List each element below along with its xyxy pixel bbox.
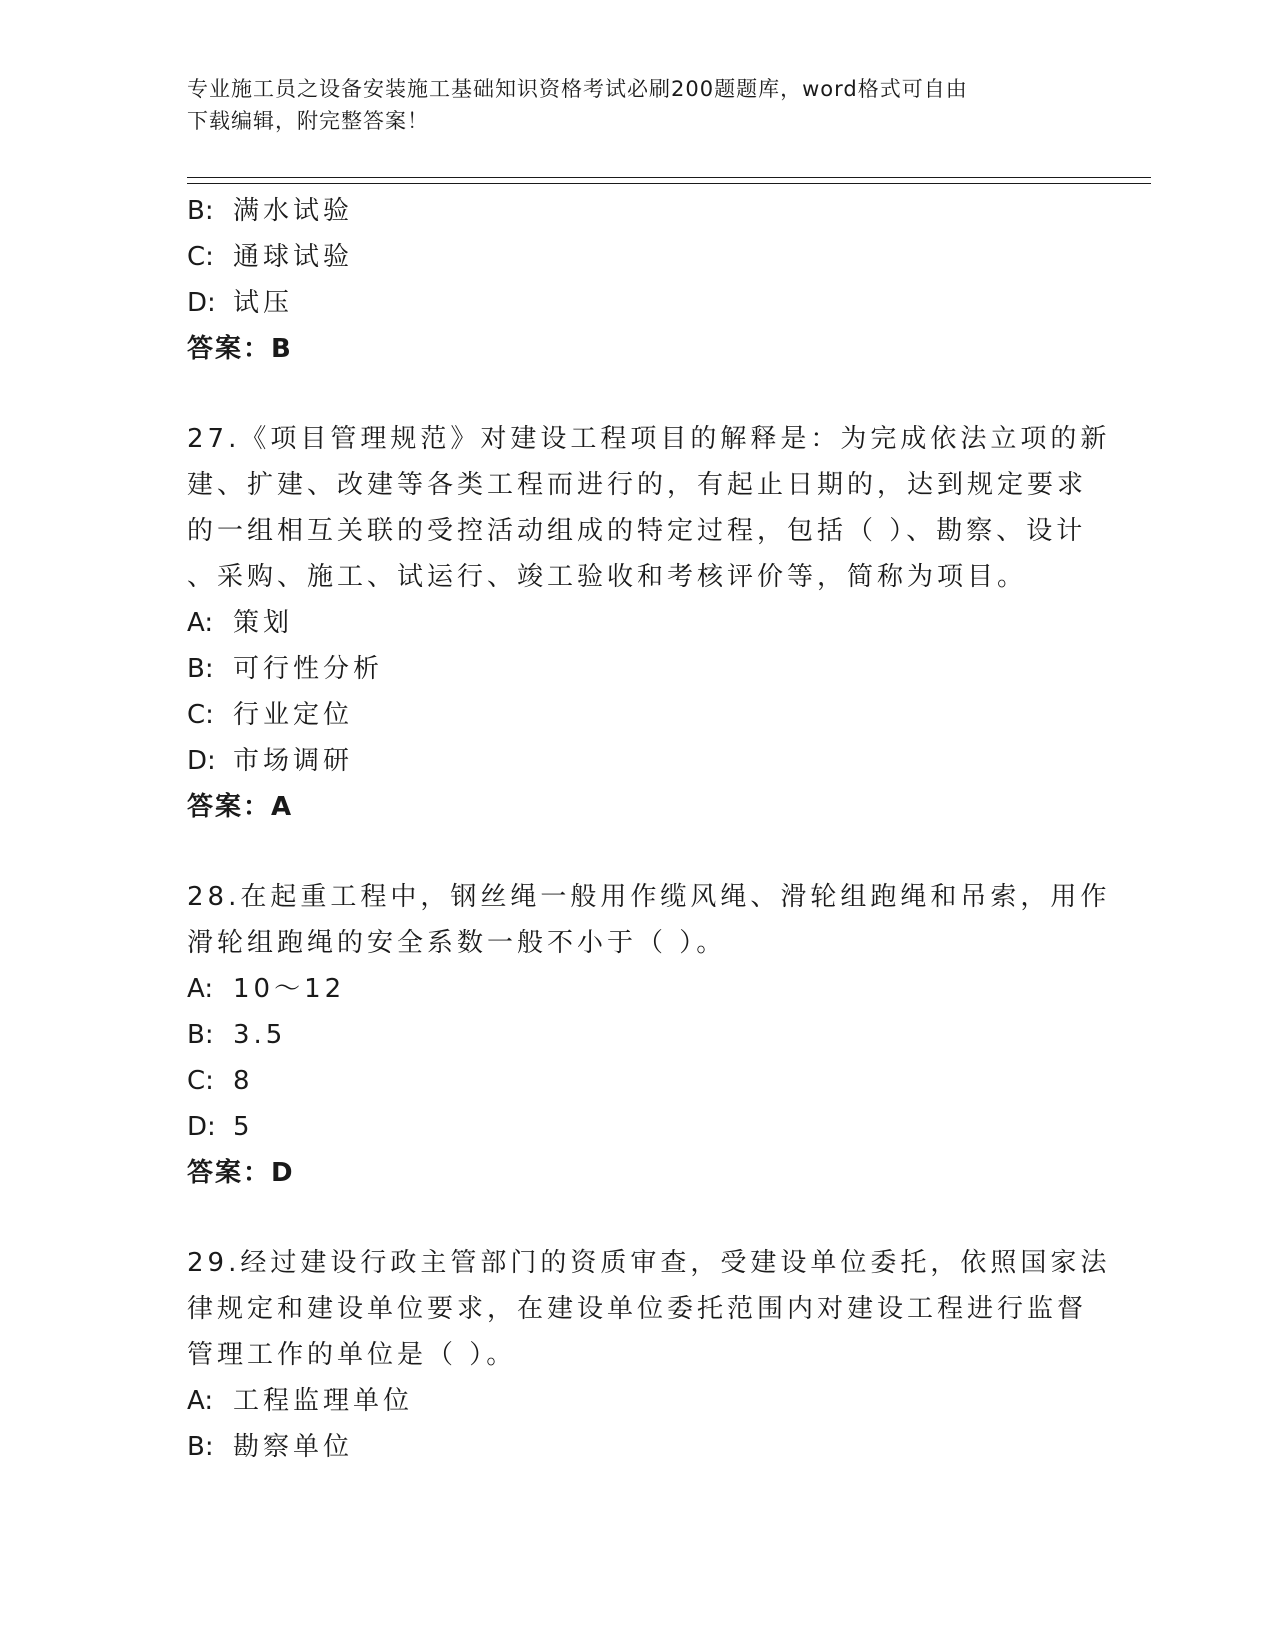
header-divider-bottom bbox=[187, 183, 1151, 184]
question-text-line: 建、扩建、改建等各类工程而进行的，有起止日期的，达到规定要求 bbox=[187, 470, 1088, 500]
prev-question-block bbox=[187, 188, 1087, 372]
question-text-line: 的一组相互关联的受控活动组成的特定过程，包括（ ）、勘察、设计 bbox=[187, 516, 1087, 546]
option-a: A: 工程监理单位 bbox=[187, 1386, 414, 1416]
option-b: B: 勘察单位 bbox=[187, 1432, 354, 1462]
question-text-line: 管理工作的单位是（ ）。 bbox=[187, 1340, 517, 1370]
question-text-line: 29.经过建设行政主管部门的资质审查，受建设单位委托，依照国家法 bbox=[187, 1248, 1111, 1278]
option-b: B: 可行性分析 bbox=[187, 654, 384, 684]
header-divider-top bbox=[187, 177, 1151, 178]
answer-line: 答案：D bbox=[187, 1158, 295, 1188]
option-c: C: 通球试验 bbox=[187, 242, 354, 272]
option-d: D: 5 bbox=[187, 1112, 254, 1142]
option-b: B: 3.5 bbox=[187, 1020, 287, 1050]
question-text-line: 28.在起重工程中，钢丝绳一般用作缆风绳、滑轮组跑绳和吊索，用作 bbox=[187, 882, 1111, 912]
option-b: B: 满水试验 bbox=[187, 196, 354, 226]
option-d: D: 试压 bbox=[187, 288, 294, 318]
question-text-line: 、采购、施工、试运行、竣工验收和考核评价等，简称为项目。 bbox=[187, 562, 1028, 592]
document-body bbox=[187, 188, 1111, 1470]
document-header bbox=[187, 73, 1067, 137]
option-a: A: 策划 bbox=[187, 608, 294, 638]
answer-line: 答案：B bbox=[187, 334, 293, 364]
question-text-line: 律规定和建设单位要求，在建设单位委托范围内对建设工程进行监督 bbox=[187, 1294, 1088, 1324]
option-d: D: 市场调研 bbox=[187, 746, 354, 776]
option-c: C: 8 bbox=[187, 1066, 254, 1096]
question-27 bbox=[187, 416, 1111, 830]
answer-line: 答案：A bbox=[187, 792, 294, 822]
option-a: A: 10～12 bbox=[187, 974, 346, 1004]
header-line-1: 专业施工员之设备安装施工基础知识资格考试必刷200题题库，word格式可自由 bbox=[187, 77, 968, 101]
question-28 bbox=[187, 874, 1111, 1196]
question-text-line: 27.《项目管理规范》对建设工程项目的解释是：为完成依法立项的新 bbox=[187, 424, 1111, 454]
question-29 bbox=[187, 1240, 1111, 1470]
question-text-line: 滑轮组跑绳的安全系数一般不小于（ ）。 bbox=[187, 928, 727, 958]
option-c: C: 行业定位 bbox=[187, 700, 354, 730]
header-line-2: 下载编辑，附完整答案！ bbox=[187, 109, 429, 133]
